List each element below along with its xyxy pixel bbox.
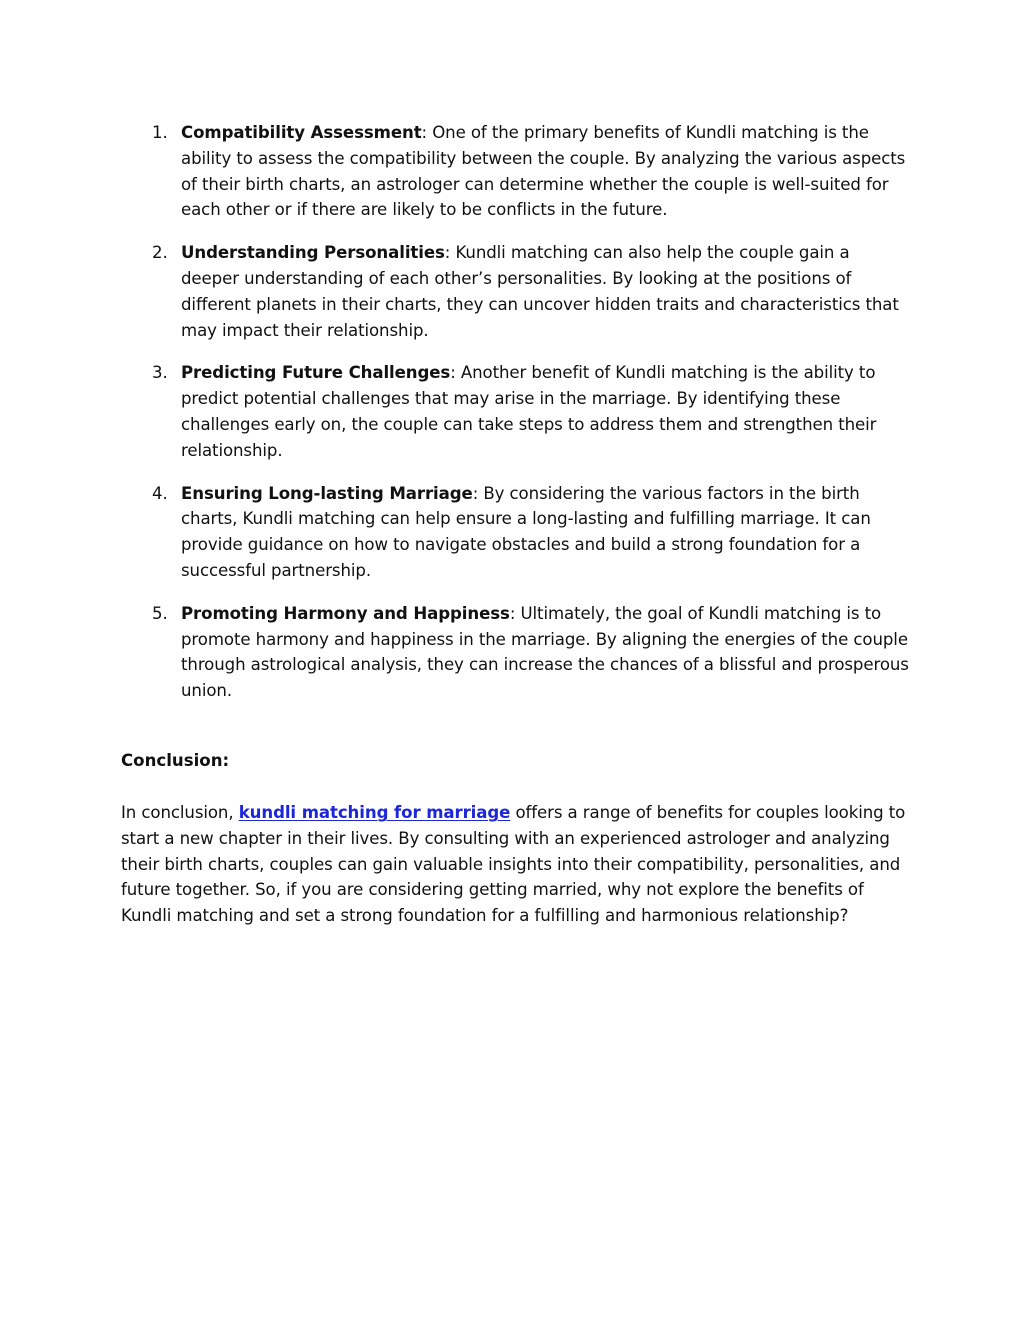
benefit-item-ensuring-long-lasting-marriage [121, 481, 911, 584]
benefit-number: 2. [152, 243, 168, 263]
benefit-title: Compatibility Assessment [181, 123, 422, 142]
conclusion-paragraph [121, 800, 911, 929]
kundli-matching-link[interactable]: kundli matching for marriage [238, 803, 511, 822]
conclusion-heading: Conclusion: [121, 751, 230, 770]
benefit-number: 5. [152, 603, 168, 623]
benefits-list [121, 120, 911, 721]
benefit-number: 1. [152, 123, 168, 142]
benefit-description: : Ultimately, the goal of Kundli matching is to promote harmony and happiness in the marriage. By aligning the energies of the couple through astrological analysis, they can increase the chances of a blissful and prosperous union. [181, 603, 909, 701]
benefit-title: Predicting Future Challenges [181, 363, 451, 383]
benefit-description: : By considering the various factors in the birth charts, Kundli matching can help ensure a long-lasting and fulfilling marriage. It can provide guidance on how to navigate obstacles and build a strong foundation for a successful partnership. [181, 483, 871, 580]
benefit-item-understanding-personalities [121, 240, 911, 343]
conclusion-prefix: In conclusion, [121, 803, 239, 822]
benefit-title: Promoting Harmony and Happiness [181, 603, 510, 623]
benefit-title: Ensuring Long-lasting Marriage [181, 483, 473, 503]
conclusion-suffix: offers a range of benefits for couples looking to start a new chapter in their lives. By consulting with an experienced astrologer and analyzing their birth charts, couples can gain valuable insights into their compatibility, personalities, and future together. So, if you are considering getting married, why not explore the benefits of Kundli matching and set a strong foundation for a fulfilling and harmonious relationship? [121, 803, 906, 926]
benefit-item-predicting-future-challenges [121, 360, 911, 463]
benefit-title: Understanding Personalities [181, 243, 445, 263]
benefit-item-promoting-harmony-and-happiness [121, 601, 911, 704]
benefit-number: 4. [152, 483, 168, 503]
benefit-description: : Another benefit of Kundli matching is the ability to predict potential challenges that may arise in the marriage. By identifying these challenges early on, the couple can take steps to address them and strengthen their relationship. [181, 363, 877, 460]
benefit-item-compatibility-assessment [121, 120, 911, 223]
benefit-description: : One of the primary benefits of Kundli matching is the ability to assess the compatibility between the couple. By analyzing the various aspects of their birth charts, an astrologer can determine whether the couple is well-suited for each other or if there are likely to be conflicts in the future. [181, 123, 906, 220]
benefit-description: : Kundli matching can also help the couple gain a deeper understanding of each other’s personalities. By looking at the positions of different planets in their charts, they can uncover hidden traits and characteristics that may impact their relationship. [181, 243, 899, 340]
benefit-number: 3. [152, 363, 168, 383]
